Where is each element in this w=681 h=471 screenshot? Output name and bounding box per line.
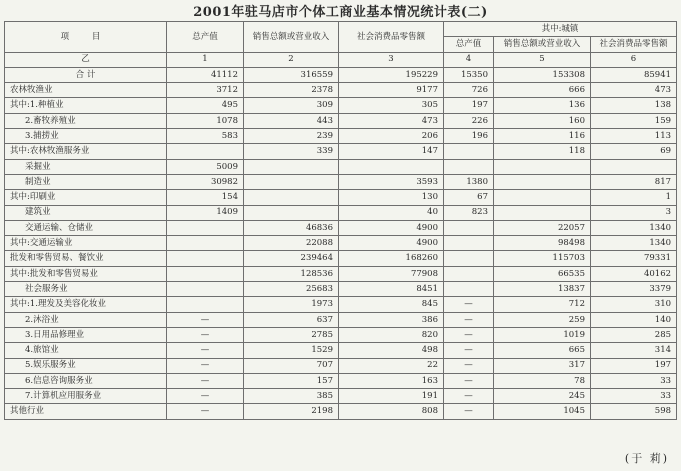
header-urban-group: 其中:城镇	[444, 22, 677, 37]
cell-c4: 823	[444, 205, 494, 220]
cell-c4: —	[444, 297, 494, 312]
header-item: 项 目	[5, 22, 167, 53]
row-label: 制造业	[5, 174, 167, 189]
cell-c3: 163	[339, 373, 444, 388]
cell-c2: 2785	[244, 327, 339, 342]
table-row	[5, 174, 677, 189]
cell-c1: 583	[167, 129, 244, 144]
cell-c2: 2198	[244, 404, 339, 419]
header-retail-sales: 社会消费品零售额	[339, 22, 444, 53]
table-row	[5, 297, 677, 312]
cell-c1: 495	[167, 98, 244, 113]
cell-c1	[167, 236, 244, 251]
table-row	[5, 205, 677, 220]
cell-c2: 25683	[244, 282, 339, 297]
cell-c3: 40	[339, 205, 444, 220]
page-title: 2001年驻马店市个体工商业基本情况统计表(二)	[193, 5, 488, 20]
cell-c5: 118	[494, 144, 591, 159]
row-label: 其中:交通运输业	[5, 236, 167, 251]
row-label: 3.捕捞业	[5, 129, 167, 144]
table-row	[5, 389, 677, 404]
table-row	[5, 327, 677, 342]
cell-c1: 5009	[167, 159, 244, 174]
row-label: 建筑业	[5, 205, 167, 220]
cell-c6: 817	[591, 174, 677, 189]
cell-c1	[167, 282, 244, 297]
cell-c4: 196	[444, 129, 494, 144]
author-credit: (于 莉)	[624, 452, 669, 465]
cell-c3: 9177	[339, 83, 444, 98]
cell-c4: 726	[444, 83, 494, 98]
cell-c5	[494, 205, 591, 220]
cell-c3: 845	[339, 297, 444, 312]
cell-c2: 128536	[244, 266, 339, 281]
cell-c1	[167, 266, 244, 281]
cell-c6: 33	[591, 373, 677, 388]
cell-c5	[494, 190, 591, 205]
cell-c1: —	[167, 358, 244, 373]
table-row	[5, 113, 677, 128]
table-row	[5, 404, 677, 419]
cell-c3	[339, 159, 444, 174]
cell-c5: 13837	[494, 282, 591, 297]
cell-c6: 1340	[591, 236, 677, 251]
table-row	[5, 236, 677, 251]
code-cell: 2	[244, 52, 339, 67]
cell-c1: 1078	[167, 113, 244, 128]
cell-c2	[244, 205, 339, 220]
cell-c4: —	[444, 389, 494, 404]
cell-c2: 2378	[244, 83, 339, 98]
cell-c3: 191	[339, 389, 444, 404]
row-label: 7.计算机应用服务业	[5, 389, 167, 404]
table-row	[5, 67, 677, 82]
cell-c3: 498	[339, 343, 444, 358]
table-row	[5, 129, 677, 144]
cell-c1: —	[167, 373, 244, 388]
cell-c4	[444, 159, 494, 174]
cell-c5: 1045	[494, 404, 591, 419]
row-label: 其中:1.种植业	[5, 98, 167, 113]
header-total-output: 总产值	[167, 22, 244, 53]
cell-c4	[444, 251, 494, 266]
cell-c4: 67	[444, 190, 494, 205]
cell-c5: 116	[494, 129, 591, 144]
row-label: 其中:1.理发及美容化妆业	[5, 297, 167, 312]
cell-c5: 136	[494, 98, 591, 113]
code-cell: 6	[591, 52, 677, 67]
cell-c4: —	[444, 358, 494, 373]
cell-c6: 85941	[591, 67, 677, 82]
cell-c5	[494, 159, 591, 174]
cell-c5	[494, 174, 591, 189]
table-row	[5, 144, 677, 159]
cell-c2: 443	[244, 113, 339, 128]
cell-c2: 239	[244, 129, 339, 144]
cell-c4: 15350	[444, 67, 494, 82]
cell-c3: 77908	[339, 266, 444, 281]
header-sales-revenue: 销售总额或营业收入	[244, 22, 339, 53]
cell-c6: 473	[591, 83, 677, 98]
cell-c3: 305	[339, 98, 444, 113]
table-row	[5, 343, 677, 358]
cell-c2: 46836	[244, 220, 339, 235]
table-row	[5, 159, 677, 174]
cell-c5: 1019	[494, 327, 591, 342]
cell-c1: —	[167, 389, 244, 404]
cell-c6: 140	[591, 312, 677, 327]
cell-c2	[244, 159, 339, 174]
cell-c3: 22	[339, 358, 444, 373]
cell-c1	[167, 144, 244, 159]
cell-c4: —	[444, 404, 494, 419]
table-row	[5, 266, 677, 281]
cell-c4	[444, 236, 494, 251]
cell-c5: 22057	[494, 220, 591, 235]
cell-c6	[591, 159, 677, 174]
cell-c4: —	[444, 373, 494, 388]
cell-c3: 808	[339, 404, 444, 419]
cell-c6: 40162	[591, 266, 677, 281]
cell-c2: 239464	[244, 251, 339, 266]
cell-c3: 473	[339, 113, 444, 128]
cell-c2: 339	[244, 144, 339, 159]
cell-c3: 168260	[339, 251, 444, 266]
cell-c1	[167, 297, 244, 312]
cell-c1	[167, 220, 244, 235]
table-row	[5, 282, 677, 297]
cell-c1: 3712	[167, 83, 244, 98]
cell-c2: 1529	[244, 343, 339, 358]
cell-c5: 78	[494, 373, 591, 388]
cell-c5: 153308	[494, 67, 591, 82]
cell-c5: 98498	[494, 236, 591, 251]
cell-c2: 157	[244, 373, 339, 388]
cell-c6: 310	[591, 297, 677, 312]
cell-c3: 4900	[339, 220, 444, 235]
cell-c2: 385	[244, 389, 339, 404]
table-body	[5, 52, 677, 419]
cell-c6: 314	[591, 343, 677, 358]
code-cell: 3	[339, 52, 444, 67]
cell-c3: 820	[339, 327, 444, 342]
row-label: 其他行业	[5, 404, 167, 419]
code-cell: 乙	[5, 52, 167, 67]
row-label: 合 计	[5, 67, 167, 82]
cell-c4: —	[444, 343, 494, 358]
cell-c6: 79331	[591, 251, 677, 266]
cell-c1: 1409	[167, 205, 244, 220]
header-urban-total-output: 总产值	[444, 37, 494, 52]
table-row	[5, 98, 677, 113]
cell-c1: —	[167, 327, 244, 342]
cell-c5: 712	[494, 297, 591, 312]
table-row	[5, 220, 677, 235]
cell-c1: 41112	[167, 67, 244, 82]
cell-c6: 3379	[591, 282, 677, 297]
table-row	[5, 251, 677, 266]
cell-c6: 1	[591, 190, 677, 205]
row-label: 2.沐浴业	[5, 312, 167, 327]
cell-c1: 30982	[167, 174, 244, 189]
table-row	[5, 312, 677, 327]
table-row	[5, 190, 677, 205]
cell-c2: 309	[244, 98, 339, 113]
cell-c3: 8451	[339, 282, 444, 297]
row-label: 农林牧渔业	[5, 83, 167, 98]
cell-c4: 226	[444, 113, 494, 128]
row-label: 4.旅馆业	[5, 343, 167, 358]
row-label: 其中:农林牧渔服务业	[5, 144, 167, 159]
row-label: 社会服务业	[5, 282, 167, 297]
cell-c5: 115703	[494, 251, 591, 266]
cell-c4	[444, 220, 494, 235]
cell-c4	[444, 266, 494, 281]
cell-c2	[244, 174, 339, 189]
cell-c3: 206	[339, 129, 444, 144]
cell-c2: 22088	[244, 236, 339, 251]
header-urban-retail-sales: 社会消费品零售额	[591, 37, 677, 52]
cell-c6: 3	[591, 205, 677, 220]
code-cell: 4	[444, 52, 494, 67]
cell-c5: 66535	[494, 266, 591, 281]
cell-c6: 33	[591, 389, 677, 404]
cell-c5: 317	[494, 358, 591, 373]
code-cell: 1	[167, 52, 244, 67]
cell-c6: 598	[591, 404, 677, 419]
cell-c6: 285	[591, 327, 677, 342]
row-label: 其中:批发和零售贸易业	[5, 266, 167, 281]
cell-c4: —	[444, 312, 494, 327]
cell-c6: 113	[591, 129, 677, 144]
cell-c2	[244, 190, 339, 205]
cell-c2: 316559	[244, 67, 339, 82]
row-label: 其中:印刷业	[5, 190, 167, 205]
cell-c3: 195229	[339, 67, 444, 82]
cell-c5: 259	[494, 312, 591, 327]
cell-c5: 160	[494, 113, 591, 128]
cell-c1: —	[167, 404, 244, 419]
row-label: 3.日用品修理业	[5, 327, 167, 342]
cell-c1	[167, 251, 244, 266]
cell-c1: —	[167, 343, 244, 358]
cell-c5: 665	[494, 343, 591, 358]
cell-c2: 1973	[244, 297, 339, 312]
row-label: 2.畜牧养殖业	[5, 113, 167, 128]
cell-c1: 154	[167, 190, 244, 205]
cell-c3: 130	[339, 190, 444, 205]
cell-c2: 637	[244, 312, 339, 327]
cell-c3: 147	[339, 144, 444, 159]
cell-c4: —	[444, 327, 494, 342]
cell-c6: 69	[591, 144, 677, 159]
row-label: 5.娱乐服务业	[5, 358, 167, 373]
cell-c4	[444, 282, 494, 297]
table-row	[5, 358, 677, 373]
code-row	[5, 52, 677, 67]
table-row	[5, 83, 677, 98]
cell-c6: 1340	[591, 220, 677, 235]
table-row	[5, 373, 677, 388]
cell-c3: 386	[339, 312, 444, 327]
cell-c4	[444, 144, 494, 159]
cell-c5: 245	[494, 389, 591, 404]
statistics-table	[4, 21, 677, 420]
row-label: 批发和零售贸易、餐饮业	[5, 251, 167, 266]
cell-c3: 4900	[339, 236, 444, 251]
row-label: 交通运输、仓储业	[5, 220, 167, 235]
cell-c3: 3593	[339, 174, 444, 189]
code-cell: 5	[494, 52, 591, 67]
cell-c4: 1380	[444, 174, 494, 189]
cell-c1: —	[167, 312, 244, 327]
row-label: 6.信息咨询服务业	[5, 373, 167, 388]
cell-c6: 138	[591, 98, 677, 113]
cell-c2: 707	[244, 358, 339, 373]
cell-c5: 666	[494, 83, 591, 98]
cell-c6: 197	[591, 358, 677, 373]
header-urban-sales-revenue: 销售总额或营业收入	[494, 37, 591, 52]
cell-c4: 197	[444, 98, 494, 113]
row-label: 采掘业	[5, 159, 167, 174]
cell-c6: 159	[591, 113, 677, 128]
